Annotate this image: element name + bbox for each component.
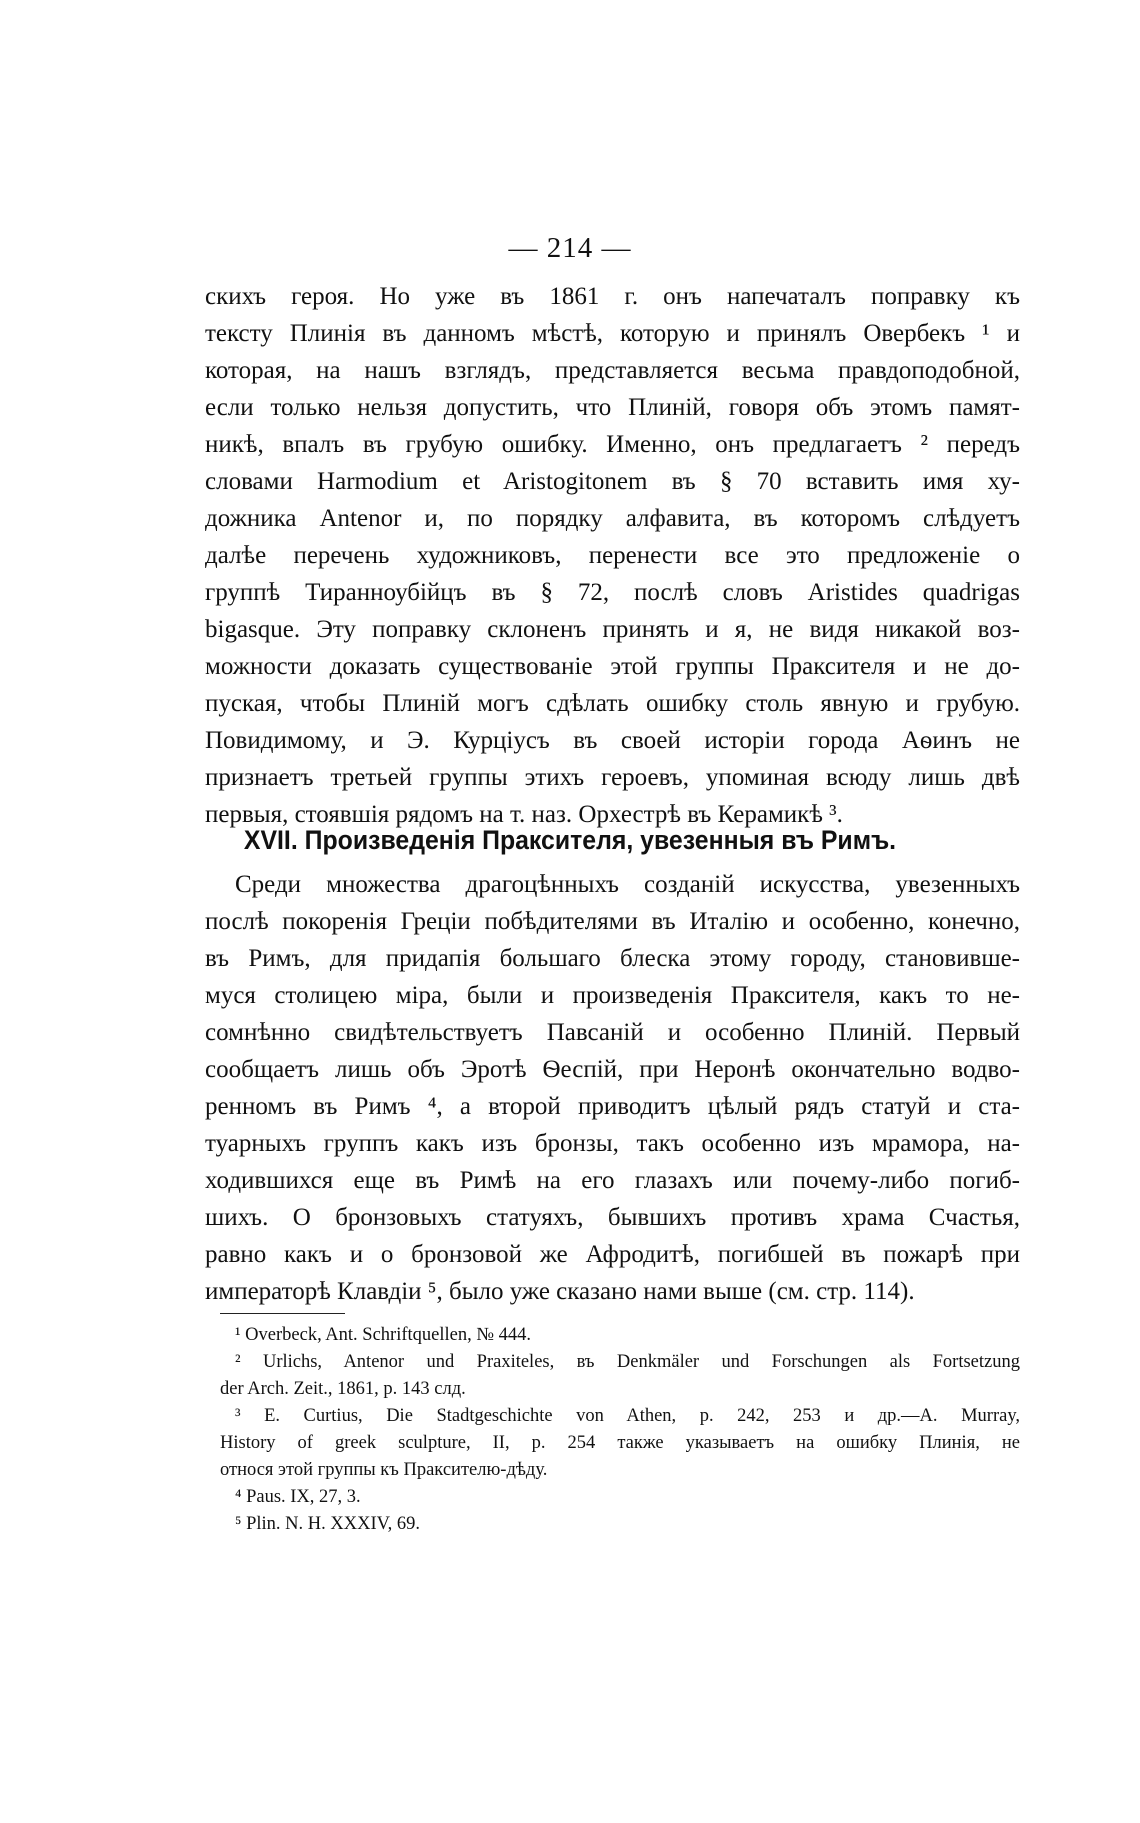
text-line: пуская, чтобы Плиній могъ сдѣлать ошибку столь явную и грубую. — [205, 690, 1020, 717]
footnote: ⁴ Paus. IX, 27, 3. — [235, 1487, 361, 1507]
text-line: признаетъ третьей группы этихъ героевъ, упоминая всюду лишь двѣ — [205, 764, 1020, 791]
text-line: императорѣ Клавдіи ⁵, было уже сказано нами выше (см. стр. 114). — [205, 1278, 915, 1305]
section-heading: XVII. Произведенія Праксителя, увезенныя въ Римъ. — [243, 825, 897, 855]
footnote-continuation: der Arch. Zeit., 1861, p. 143 слд. — [220, 1379, 466, 1399]
footnote-continuation: относя этой группы къ Праксителю-дѣду. — [220, 1460, 548, 1480]
footnotes — [220, 1322, 1020, 1538]
footnote-continuation: History of greek sculpture, II, p. 254 также указываетъ на ошибку Плинія, не — [220, 1433, 1020, 1453]
footnote: ² Urlichs, Antenor und Praxiteles, въ Denkmäler und Forschungen als Fortsetzung — [235, 1352, 1020, 1372]
footnote: ³ E. Curtius, Die Stadtgeschichte von Athen, p. 242, 253 и др.—A. Murray, — [235, 1406, 1020, 1426]
text-line: Повидимому, и Э. Курціусъ въ своей исторіи города Аѳинъ не — [205, 727, 1020, 754]
text-line: никѣ, впалъ въ грубую ошибку. Именно, онъ предлагаетъ ² передъ — [205, 431, 1020, 458]
footnote-divider — [220, 1313, 345, 1314]
paragraph-2 — [205, 866, 1020, 1310]
text-line: шихъ. О бронзовыхъ статуяхъ, бывшихъ противъ храма Счастья, — [205, 1204, 1020, 1231]
text-line: въ Римъ, для придапія большаго блеска этому городу, становивше- — [205, 945, 1020, 972]
text-line: сообщаетъ лишь объ Эротѣ Ѳеспій, при Неронѣ окончательно водво- — [205, 1056, 1020, 1083]
text-line: ходившихся еще въ Римѣ на его глазахъ или почему-либо погиб- — [205, 1167, 1020, 1194]
text-line: далѣе перечень художниковъ, перенести все это предложеніе о — [205, 542, 1020, 569]
footnote: ⁵ Plin. N. H. XXXIV, 69. — [235, 1514, 420, 1534]
text-line: первыя, стоявшія рядомъ на т. наз. Орхестрѣ въ Керамикѣ ³. — [205, 801, 843, 828]
text-line: группѣ Тиранноубійцъ въ § 72, послѣ словъ Aristides quadrigas — [205, 579, 1020, 606]
text-line: скихъ героя. Но уже въ 1861 г. онъ напечаталъ поправку къ — [205, 283, 1020, 310]
text-line: которая, на нашъ взглядъ, представляется весьма правдоподобной, — [205, 357, 1020, 384]
footnote: ¹ Overbeck, Ant. Schriftquellen, № 444. — [235, 1325, 532, 1345]
text-line: муся столицею міра, были и произведенія Праксителя, какъ то не- — [205, 982, 1020, 1009]
text-line: bigasque. Эту поправку склоненъ принять и я, не видя никакой воз- — [205, 616, 1020, 643]
text-line: равно какъ и о бронзовой же Афродитѣ, погибшей въ пожарѣ при — [205, 1241, 1020, 1268]
text-line: туарныхъ группъ какъ изъ бронзы, такъ особенно изъ мрамора, на- — [205, 1130, 1020, 1157]
text-line: сомнѣнно свидѣтельствуетъ Павсаній и особенно Плиній. Первый — [205, 1019, 1020, 1046]
text-line: Среди множества драгоцѣнныхъ созданій искусства, увезенныхъ — [235, 871, 1020, 898]
text-line: послѣ покоренія Греціи побѣдителями въ Италію и особенно, конечно, — [205, 908, 1020, 935]
text-line: словами Harmodium et Aristogitonem въ § 70 вставить имя ху- — [205, 468, 1020, 495]
paragraph-1 — [205, 278, 1020, 833]
page-number: — 214 — — [508, 232, 632, 264]
text-line: тексту Плинія въ данномъ мѣстѣ, которую и принялъ Овербекъ ¹ и — [205, 320, 1020, 347]
text-line: ренномъ въ Римъ ⁴, а второй приводитъ цѣлый рядъ статуй и ста- — [205, 1093, 1020, 1120]
text-line: можности доказать существованіе этой группы Праксителя и не до- — [205, 653, 1020, 680]
text-line: если только нельзя допустить, что Плиній, говоря объ этомъ памят- — [205, 394, 1020, 421]
text-line: дожника Antenor и, по порядку алфавита, въ которомъ слѣдуетъ — [205, 505, 1020, 532]
